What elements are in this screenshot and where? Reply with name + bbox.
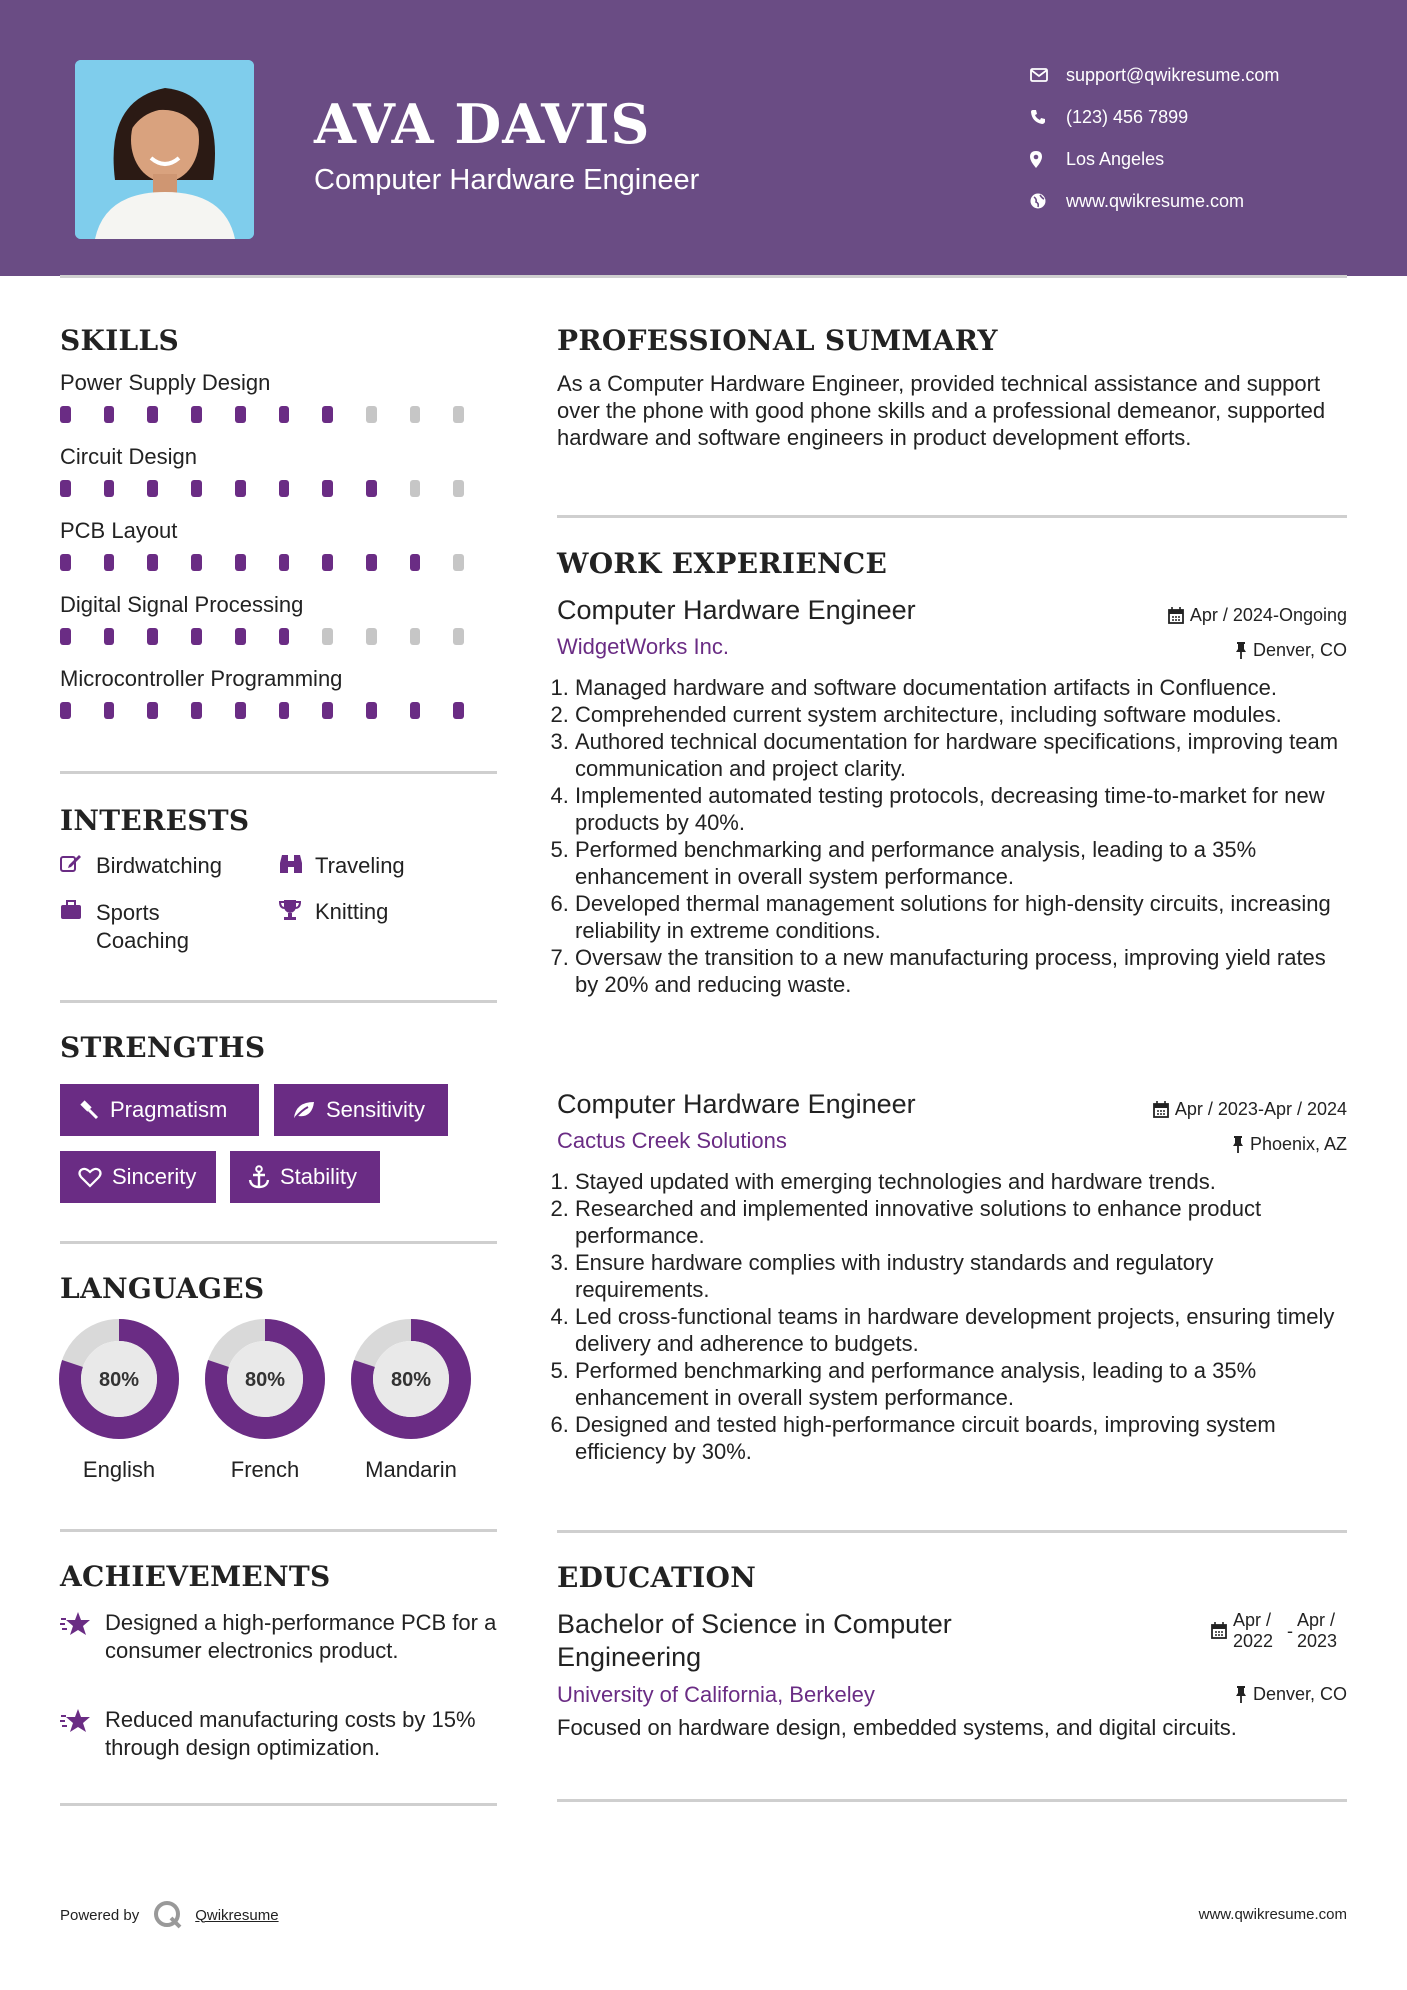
skill-dot-filled xyxy=(322,406,333,423)
skill-dot-filled xyxy=(60,702,71,719)
duty-item: 6. Developed thermal management solutions for high-density circuits, increasing reliability in extreme conditions. xyxy=(575,890,1347,944)
section-divider xyxy=(557,1530,1347,1533)
skill-dot-filled xyxy=(147,702,158,719)
interest-label: Sports Coaching xyxy=(96,900,189,953)
interest-label: Birdwatching xyxy=(96,853,222,878)
job-location xyxy=(1235,640,1347,661)
skill-dot-filled xyxy=(60,406,71,423)
skill-item xyxy=(60,666,497,740)
profile-photo xyxy=(75,60,254,239)
contact-phone-text: (123) 456 7899 xyxy=(1066,106,1189,127)
skill-dot-filled xyxy=(104,406,115,423)
language-label: Mandarin xyxy=(365,1457,457,1482)
education-location-text: Denver, CO xyxy=(1252,1684,1347,1704)
skill-item xyxy=(60,518,497,592)
skill-dot-filled xyxy=(60,628,71,645)
skill-dot-filled xyxy=(104,702,115,719)
skill-dot-empty xyxy=(366,406,377,423)
section-divider xyxy=(557,1799,1347,1802)
section-divider xyxy=(60,1000,497,1003)
skill-dot-empty xyxy=(453,480,464,497)
experience-heading: WORK EXPERIENCE xyxy=(557,547,888,580)
language-label: French xyxy=(230,1457,300,1482)
skill-dot-filled xyxy=(191,480,202,497)
skill-item xyxy=(60,444,497,518)
skill-dot-filled xyxy=(366,554,377,571)
duty-item: 2. Comprehended current system architecture, including software modules. xyxy=(575,701,1347,728)
skill-dot-filled xyxy=(279,628,290,645)
skills-heading: SKILLS xyxy=(60,324,180,357)
pushpin-icon xyxy=(1235,1686,1247,1703)
job-entry xyxy=(557,595,1347,1065)
skill-dot-filled xyxy=(191,554,202,571)
job-company: Cactus Creek Solutions xyxy=(557,1128,787,1153)
duty-item: 4. Implemented automated testing protocols, decreasing time-to-market for new products by 40%. xyxy=(575,782,1347,836)
duty-list xyxy=(557,1168,1347,1465)
education-degree: Bachelor of Science in Computer Engineering xyxy=(557,1609,952,1672)
education-location xyxy=(1235,1684,1347,1705)
globe-icon xyxy=(1030,193,1066,209)
section-divider xyxy=(60,1529,497,1532)
skill-dot-empty xyxy=(366,628,377,645)
achievements-heading: ACHIEVEMENTS xyxy=(60,1560,331,1593)
skill-dot-filled xyxy=(322,554,333,571)
skill-rating xyxy=(60,402,497,444)
skill-rating xyxy=(60,550,497,592)
language-donut xyxy=(204,1318,326,1440)
duty-item: 1. Stayed updated with emerging technologies and hardware trends. xyxy=(575,1168,1347,1195)
summary-heading: PROFESSIONAL SUMMARY xyxy=(557,324,998,357)
skill-label: Power Supply Design xyxy=(60,370,271,395)
skill-dot-empty xyxy=(410,628,421,645)
education-heading: EDUCATION xyxy=(557,1561,757,1594)
education-description: Focused on hardware design, embedded systems, and digital circuits. xyxy=(557,1715,1237,1740)
contact-website[interactable] xyxy=(1030,180,1279,222)
skill-dot-empty xyxy=(322,628,333,645)
language-donut xyxy=(58,1318,180,1440)
skill-dot-filled xyxy=(104,554,115,571)
footer-brand-link[interactable]: Qwikresume xyxy=(195,1906,279,1924)
skill-label: PCB Layout xyxy=(60,518,178,543)
portrait-image xyxy=(75,60,254,239)
strength-tag xyxy=(60,1151,216,1203)
skill-dot-empty xyxy=(453,554,464,571)
interest-item xyxy=(60,899,260,955)
education-end: Apr / 2023 xyxy=(1297,1610,1338,1651)
skill-dot-filled xyxy=(235,628,246,645)
skill-dot-filled xyxy=(279,702,290,719)
contact-email[interactable] xyxy=(1030,54,1279,96)
achievement-text: Designed a high-performance PCB for a consumer electronics product. xyxy=(105,1610,497,1663)
section-divider xyxy=(60,1241,497,1244)
leaf-icon xyxy=(292,1100,316,1120)
calendar-icon xyxy=(1211,1622,1227,1639)
skill-label: Microcontroller Programming xyxy=(60,666,343,691)
language-item xyxy=(204,1318,326,1483)
strength-tag xyxy=(60,1084,259,1136)
skill-item xyxy=(60,592,497,666)
skills-list xyxy=(60,370,497,740)
duty-item: 2. Researched and implemented innovative solutions to enhance product performance. xyxy=(575,1195,1347,1249)
language-percent: 80% xyxy=(244,1369,286,1391)
skill-dot-empty xyxy=(410,406,421,423)
contact-website-text: www.qwikresume.com xyxy=(1066,190,1245,211)
contact-location xyxy=(1030,138,1279,180)
job-entry xyxy=(557,1089,1347,1489)
job-location-text: Phoenix, AZ xyxy=(1249,1134,1347,1154)
binoculars-icon xyxy=(279,853,315,881)
candidate-name: AVA DAVIS xyxy=(314,92,651,156)
skill-dot-filled xyxy=(104,628,115,645)
duty-list xyxy=(557,674,1347,998)
star-badge-icon xyxy=(60,1706,105,1762)
skill-dot-filled xyxy=(279,554,290,571)
star-badge-icon xyxy=(60,1609,105,1665)
education-school: University of California, Berkeley xyxy=(557,1682,875,1707)
skill-dot-empty xyxy=(410,480,421,497)
education-entry xyxy=(557,1608,1347,1758)
duty-item: 6. Designed and tested high-performance circuit boards, improving system efficiency by 30%. xyxy=(575,1411,1347,1465)
skill-dot-filled xyxy=(60,480,71,497)
footer-powered xyxy=(60,1900,279,1930)
skill-rating xyxy=(60,624,497,666)
interest-label: Traveling xyxy=(315,853,405,878)
strength-label: Stability xyxy=(280,1164,358,1189)
achievement-item xyxy=(60,1706,500,1762)
contact-list xyxy=(1030,54,1279,222)
job-dates-text: Apr / 2023-Apr / 2024 xyxy=(1174,1099,1347,1119)
language-donut xyxy=(350,1318,472,1440)
skill-dot-filled xyxy=(322,702,333,719)
strength-label: Pragmatism xyxy=(110,1097,228,1122)
skill-dot-filled xyxy=(147,628,158,645)
skill-dot-filled xyxy=(235,554,246,571)
pencil-square-icon xyxy=(60,853,96,879)
anchor-icon xyxy=(248,1165,270,1189)
strength-tag xyxy=(230,1151,380,1203)
duty-item: 4. Led cross-functional teams in hardware development projects, ensuring timely delivery and adherence to budgets. xyxy=(575,1303,1347,1357)
language-percent: 80% xyxy=(390,1369,432,1391)
job-location xyxy=(1232,1134,1347,1155)
strengths-heading: STRENGTHS xyxy=(60,1031,266,1064)
contact-location-text: Los Angeles xyxy=(1066,148,1165,169)
skill-item xyxy=(60,370,497,444)
interest-item xyxy=(60,853,222,879)
trophy-icon xyxy=(279,899,315,927)
footer-website[interactable]: www.qwikresume.com xyxy=(1198,1906,1347,1923)
strength-tag xyxy=(274,1084,448,1136)
candidate-title: Computer Hardware Engineer xyxy=(314,164,700,196)
education-start: Apr / 2022 xyxy=(1233,1610,1274,1651)
job-role: Computer Hardware Engineer xyxy=(557,1089,916,1119)
skill-dot-filled xyxy=(191,628,202,645)
education-dates xyxy=(1211,1610,1347,1652)
skill-dot-filled xyxy=(366,480,377,497)
duty-item: 5. Performed benchmarking and performance analysis, leading to a 35% enhancement in overall system performance. xyxy=(575,836,1347,890)
languages-heading: LANGUAGES xyxy=(60,1272,265,1305)
skill-dot-empty xyxy=(453,406,464,423)
skill-dot-filled xyxy=(191,406,202,423)
language-item xyxy=(350,1318,472,1483)
job-company: WidgetWorks Inc. xyxy=(557,634,729,659)
strength-label: Sensitivity xyxy=(326,1097,426,1122)
skill-dot-filled xyxy=(147,406,158,423)
skill-dot-filled xyxy=(410,554,421,571)
calendar-icon xyxy=(1168,607,1184,624)
interest-item xyxy=(279,853,405,881)
pushpin-icon xyxy=(1235,642,1247,659)
achievement-text: Reduced manufacturing costs by 15% through design optimization. xyxy=(105,1707,476,1760)
gavel-icon xyxy=(78,1099,100,1121)
job-location-text: Denver, CO xyxy=(1252,640,1347,660)
interest-label: Knitting xyxy=(315,899,389,924)
interests-heading: INTERESTS xyxy=(60,804,250,837)
duty-item: 3. Authored technical documentation for hardware specifications, improving team communication and project clarity. xyxy=(575,728,1347,782)
duty-item: 7. Oversaw the transition to a new manufacturing process, improving yield rates by 20% and reducing waste. xyxy=(575,944,1347,998)
skill-dot-filled xyxy=(366,702,377,719)
skill-label: Digital Signal Processing xyxy=(60,592,304,617)
skill-dot-filled xyxy=(147,554,158,571)
language-percent: 80% xyxy=(98,1369,140,1391)
calendar-icon xyxy=(1153,1101,1169,1118)
section-divider xyxy=(60,1803,497,1806)
skill-label: Circuit Design xyxy=(60,444,197,469)
briefcase-icon xyxy=(60,899,96,955)
pushpin-icon xyxy=(1232,1136,1244,1153)
summary-text: As a Computer Hardware Engineer, provided technical assistance and support over the phone with good phone skills and a professional demeanor, supported hardware and software engineers in product development efforts. xyxy=(557,371,1326,450)
contact-email-text: support@qwikresume.com xyxy=(1066,64,1280,85)
duty-item: 5. Performed benchmarking and performance analysis, leading to a 35% enhancement in overall system performance. xyxy=(575,1357,1347,1411)
duty-item: 3. Ensure hardware complies with industry standards and regulatory requirements. xyxy=(575,1249,1347,1303)
skill-dot-filled xyxy=(279,480,290,497)
envelope-icon xyxy=(1030,68,1066,82)
section-divider xyxy=(60,771,497,774)
skill-dot-filled xyxy=(279,406,290,423)
achievement-item xyxy=(60,1609,500,1665)
header-divider xyxy=(60,275,1347,278)
duty-item: 1. Managed hardware and software documentation artifacts in Confluence. xyxy=(575,674,1347,701)
skill-rating xyxy=(60,698,497,740)
skill-dot-filled xyxy=(235,480,246,497)
resume-header xyxy=(0,0,1407,276)
date-separator: - xyxy=(1287,1621,1293,1641)
job-role: Computer Hardware Engineer xyxy=(557,595,916,625)
language-label: English xyxy=(82,1457,156,1482)
qwikresume-logo-icon xyxy=(153,1900,183,1930)
strength-label: Sincerity xyxy=(112,1164,197,1189)
interest-item xyxy=(279,899,388,927)
job-dates xyxy=(1153,1099,1347,1120)
job-dates-text: Apr / 2024-Ongoing xyxy=(1189,605,1347,625)
skill-dot-filled xyxy=(453,702,464,719)
job-dates xyxy=(1168,605,1347,626)
powered-by-text: Powered by xyxy=(60,1906,140,1924)
contact-phone[interactable] xyxy=(1030,96,1279,138)
language-item xyxy=(58,1318,180,1483)
skill-dot-filled xyxy=(322,480,333,497)
skill-dot-empty xyxy=(453,628,464,645)
heart-icon xyxy=(78,1166,102,1188)
skill-rating xyxy=(60,476,497,518)
skill-dot-filled xyxy=(104,480,115,497)
location-pin-icon xyxy=(1030,151,1066,168)
skill-dot-filled xyxy=(410,702,421,719)
skill-dot-filled xyxy=(147,480,158,497)
skill-dot-filled xyxy=(235,406,246,423)
skill-dot-filled xyxy=(60,554,71,571)
skill-dot-filled xyxy=(191,702,202,719)
section-divider xyxy=(557,515,1347,518)
skill-dot-filled xyxy=(235,702,246,719)
phone-icon xyxy=(1030,109,1066,125)
